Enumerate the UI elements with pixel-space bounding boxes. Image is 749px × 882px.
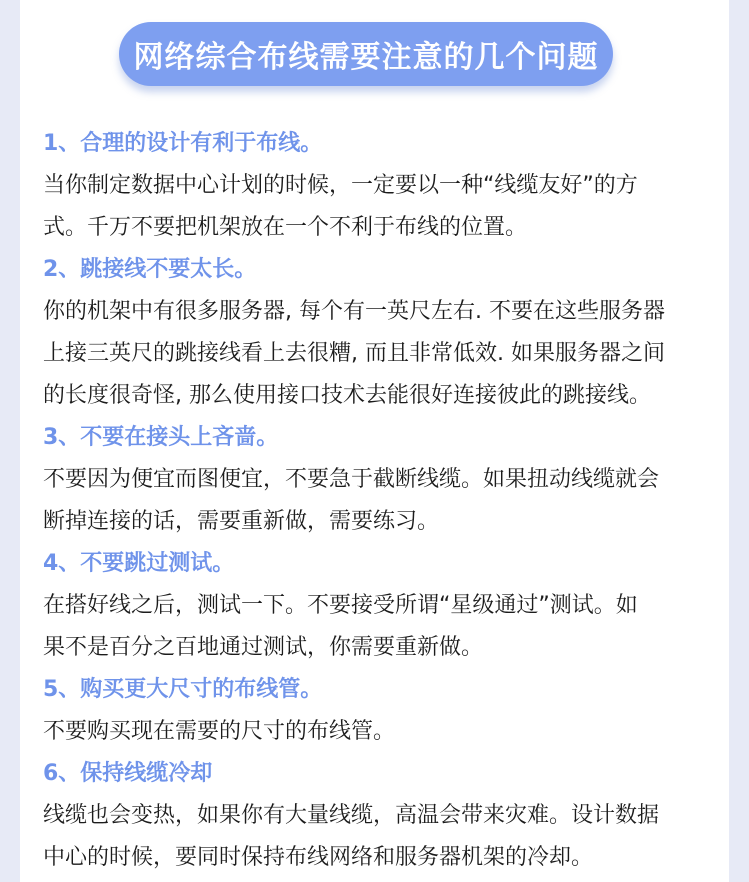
paragraph-line: 你的机架中有很多服务器, 每个有一英尺左右. 不要在这些服务器 — [43, 299, 665, 324]
section-heading: 5、购买更大尺寸的布线管。 — [43, 677, 323, 702]
page-title: 网络综合布线需要注意的几个问题 — [119, 22, 613, 86]
paragraph-line: 不要购买现在需要的尺寸的布线管。 — [43, 719, 396, 744]
section-paragraph — [43, 795, 723, 879]
section-heading: 1、合理的设计有利于布线。 — [43, 131, 323, 156]
paragraph-line: 断掉连接的话，需要重新做，需要练习。 — [43, 509, 440, 534]
section-6 — [43, 753, 723, 879]
section-4 — [43, 543, 723, 669]
article-content — [43, 123, 723, 879]
paragraph-line: 中心的时候，要同时保持布线网络和服务器机架的冷却。 — [43, 845, 594, 870]
paragraph-line: 式。千万不要把机架放在一个不利于布线的位置。 — [43, 215, 528, 240]
section-heading: 4、不要跳过测试。 — [43, 551, 235, 576]
paragraph-line: 的长度很奇怪, 那么使用接口技术去能很好连接彼此的跳接线。 — [43, 383, 651, 408]
paragraph-line: 上接三英尺的跳接线看上去很糟, 而且非常低效. 如果服务器之间 — [43, 341, 665, 366]
section-paragraph — [43, 459, 723, 543]
section-2 — [43, 249, 723, 417]
section-heading: 2、跳接线不要太长。 — [43, 257, 257, 282]
paragraph-line: 线缆也会变热，如果你有大量线缆，高温会带来灾难。设计数据 — [43, 803, 660, 828]
section-paragraph — [43, 711, 723, 753]
paragraph-line: 在搭好线之后，测试一下。不要接受所谓“星级通过”测试。如 — [43, 593, 638, 618]
section-5 — [43, 669, 723, 753]
section-3 — [43, 417, 723, 543]
section-paragraph — [43, 165, 723, 249]
section-paragraph — [43, 291, 723, 417]
section-heading: 6、保持线缆冷却 — [43, 761, 213, 786]
section-paragraph — [43, 585, 723, 669]
paragraph-line: 当你制定数据中心计划的时候，一定要以一种“线缆友好”的方 — [43, 173, 638, 198]
paragraph-line: 果不是百分之百地通过测试，你需要重新做。 — [43, 635, 484, 660]
paragraph-line: 不要因为便宜而图便宜，不要急于截断线缆。如果扭动线缆就会 — [43, 467, 660, 492]
section-heading: 3、不要在接头上吝啬。 — [43, 425, 279, 450]
section-1 — [43, 123, 723, 249]
